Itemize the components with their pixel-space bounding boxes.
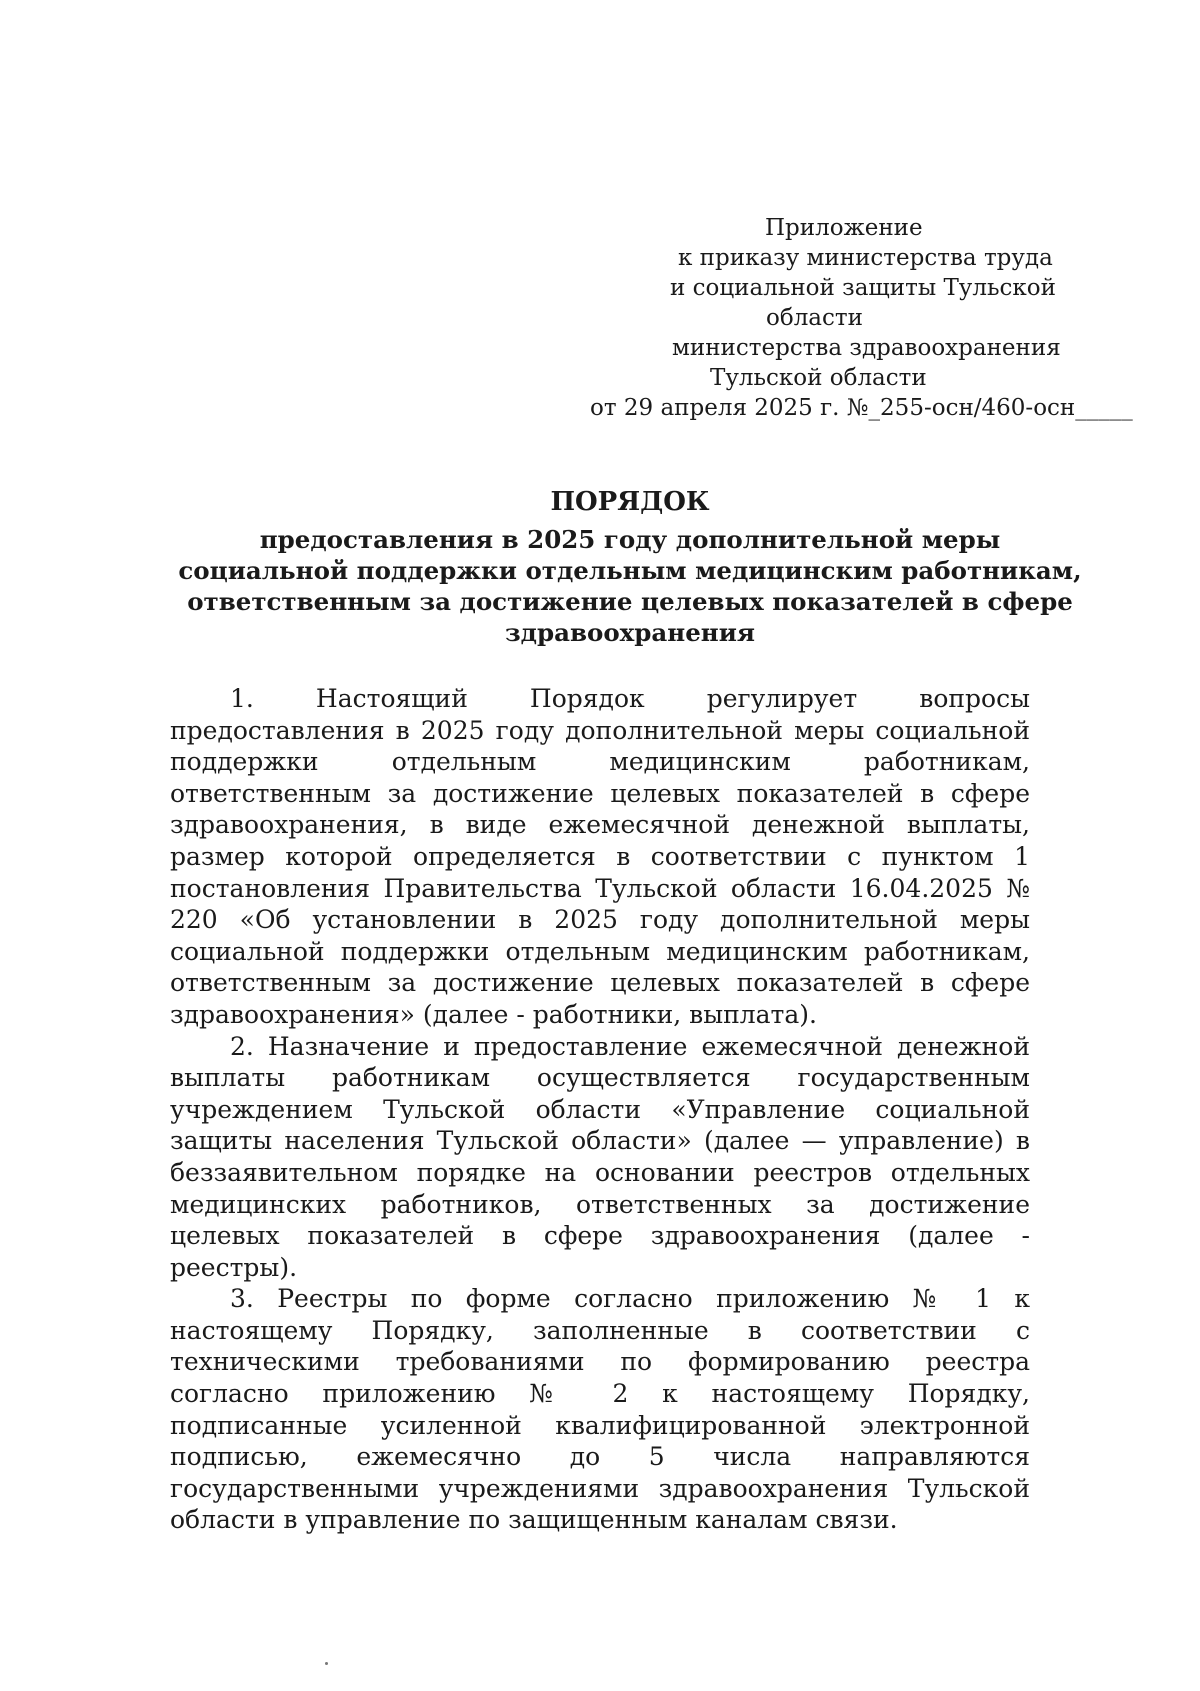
appendix-line-6: Тульской области (710, 365, 927, 391)
title-subtitle-line-3: ответственным за достижение целевых показателей в сфере (187, 587, 1073, 616)
document-title (150, 487, 1110, 648)
title-subtitle-line-2: социальной поддержки отдельным медицинским работникам, (178, 556, 1082, 585)
appendix-line-5: министерства здравоохранения (672, 335, 1061, 361)
appendix-line-1: Приложение (765, 215, 923, 241)
scan-artifact-dot (325, 1662, 328, 1665)
title-main: ПОРЯДОК (550, 487, 710, 517)
title-subtitle-line-4: здравоохранения (504, 618, 755, 647)
appendix-line-2: к приказу министерства труда (678, 245, 1053, 271)
title-subtitle-line-1: предоставления в 2025 году дополнительной меры (259, 525, 1001, 554)
appendix-header (590, 213, 1133, 423)
document-body (170, 683, 1030, 1536)
paragraph-3: 3. Реестры по форме согласно приложению № 1 к настоящему Порядку, заполненные в соответствии с техническими требованиями по формированию реестра согласно приложению № 2 к настоящему Порядку, подписанные усиленной квалифицированной электронной подписью, ежемесячно до 5 числа направляются государственными учреждениями здравоохранения Тульской области в управление по защищенным каналам связи. (170, 1284, 1030, 1535)
paragraph-2: 2. Назначение и предоставление ежемесячной денежной выплаты работникам осуществляется государственным учреждением Тульской области «Управление социальной защиты населения Тульской области» (далее — управление) в беззаявительном порядке на основании реестров отдельных медицинских работников, ответственных за достижение целевых показателей в сфере здравоохранения (далее - реестры). (170, 1031, 1030, 1282)
appendix-date-number: от 29 апреля 2025 г. №_255-осн/460-осн_____ (590, 395, 1133, 421)
appendix-line-4: области (766, 305, 863, 331)
paragraph-1: 1. Настоящий Порядок регулирует вопросы предоставления в 2025 году дополнительной меры социальной поддержки отдельным медицинским работникам, ответственным за достижение целевых показателей в сфере здравоохранения, в виде ежемесячной денежной выплаты, размер которой определяется в соответствии с пунктом 1 постановления Правительства Тульской области 16.04.2025 № 220 «Об установлении в 2025 году дополнительной меры социальной поддержки отдельным медицинским работникам, ответственным за достижение целевых показателей в сфере здравоохранения» (далее - работники, выплата). (170, 684, 1030, 1029)
appendix-line-3: и социальной защиты Тульской (670, 275, 1056, 301)
